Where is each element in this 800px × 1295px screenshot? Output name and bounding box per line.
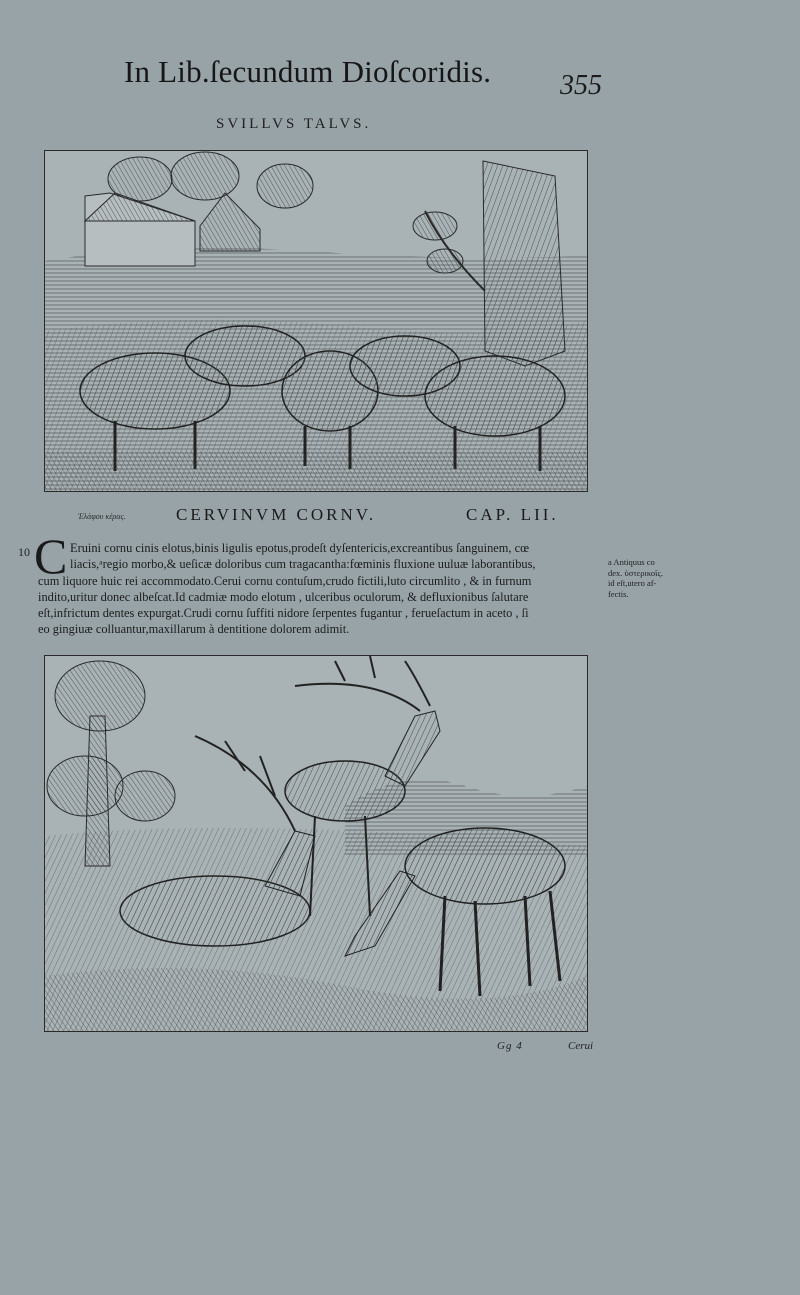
marginal-note-line: id eſt,utero af- bbox=[608, 578, 657, 588]
chapter-number: CAP. LII. bbox=[466, 505, 559, 524]
line-number: 10 bbox=[18, 545, 30, 559]
marginal-note-line: fectis. bbox=[608, 588, 629, 599]
chapter-title: CERVINVM CORNV. bbox=[176, 505, 377, 524]
text-line: Eruini cornu cinis elotus,binis ligulis epotus,prodeſt dyſentericis,excreantibus ſanguinem, cœ bbox=[70, 541, 530, 555]
marginal-note-line: a Antiquus co bbox=[608, 557, 655, 567]
running-head: In Lib.ſecundum Dioſcoridis. bbox=[124, 54, 492, 89]
marginal-note bbox=[608, 557, 692, 599]
text-line: liacis,ᵃregio morbo,& ueſicæ doloribus cum tragacantha:fœminis fluxione uuluæ laborantibus, bbox=[70, 557, 536, 572]
text-line: eo gingiuæ colluantur,maxillarum à dentitione dolorem adimit. bbox=[38, 622, 350, 637]
catchword: Cerui bbox=[568, 1040, 594, 1052]
pig-woodcut-illustration bbox=[44, 150, 588, 492]
text-line: indito,uritur donec albeſcat.Id cadmiæ modo elotum , ulceribus oculorum, & defluxionibus ſalutare bbox=[38, 589, 529, 604]
greek-chapter-label: Ἐλάφου κέρας. bbox=[78, 512, 126, 521]
deer-woodcut-illustration bbox=[44, 655, 588, 1032]
signature-mark: Gg 4 bbox=[497, 1040, 523, 1052]
text-line: cum liquore huic rei accommodato.Cerui cornu contuſum,crudo fictili,luto circumlito , & in furnum bbox=[38, 573, 532, 588]
text-line: eſt,infrictum dentes expurgat.Crudi cornu ſuffiti nidore ſerpentes fugantur , ferueſactum in aceto , ſi bbox=[38, 606, 529, 621]
chapter-body-text bbox=[38, 540, 604, 638]
page-number: 355 bbox=[560, 70, 602, 101]
figure-caption-pig: SVILLVS TALVS. bbox=[216, 116, 372, 132]
deer-woodcut-drawing bbox=[45, 656, 587, 1031]
marginal-note-line: dex. ὑστερικοῖς. bbox=[608, 567, 663, 578]
drop-cap: C bbox=[34, 528, 68, 584]
pig-woodcut-drawing bbox=[45, 151, 587, 491]
